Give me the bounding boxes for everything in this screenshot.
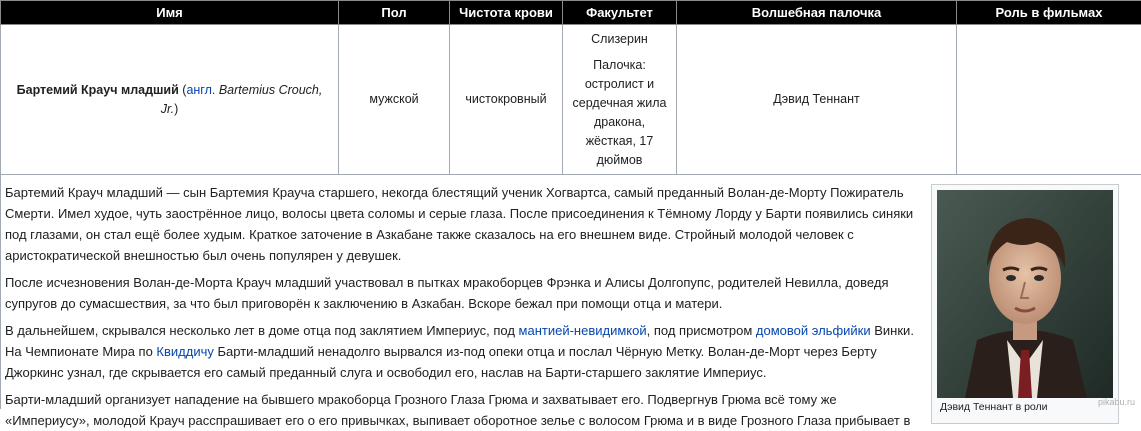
cell-wand xyxy=(677,25,957,175)
english-language-link[interactable]: англ. xyxy=(186,83,215,97)
cell-role xyxy=(957,25,1141,175)
table-row xyxy=(1,25,1141,175)
column-header-gender[interactable]: Пол xyxy=(339,1,450,25)
paragraph-3-text-c: Винки. На Чемпионате Мира по xyxy=(5,323,914,359)
invisibility-cloak-link[interactable]: мантией-невидимкой xyxy=(519,323,647,338)
character-name: Бартемий Крауч младший xyxy=(17,83,179,97)
actor-photo[interactable] xyxy=(937,190,1113,398)
cell-faculty xyxy=(563,25,677,175)
paragraph-3 xyxy=(1,320,917,383)
column-header-faculty[interactable]: Факультет xyxy=(563,1,677,25)
thumbnail-frame[interactable] xyxy=(931,184,1119,424)
cell-name xyxy=(1,25,339,175)
table-header-row xyxy=(1,1,1141,25)
actor-link[interactable]: Дэвид Теннант xyxy=(773,92,860,106)
english-name: Bartemius Crouch, Jr. xyxy=(161,83,323,116)
faculty-wand-note: Палочка: остролист и сердечная жила дракона, жёсткая, 17 дюймов xyxy=(569,56,670,170)
cell-blood: чистокровный xyxy=(450,25,563,175)
actor-portrait-image xyxy=(937,190,1113,398)
column-header-blood[interactable]: Чистота крови xyxy=(450,1,563,25)
paragraph-3-text-a: В дальнейшем, скрывался несколько лет в доме отца под заклятием Империус, под xyxy=(5,323,519,338)
quidditch-link[interactable]: Квиддичу xyxy=(156,344,213,359)
column-header-name[interactable]: Имя xyxy=(1,1,339,25)
house-elf-link[interactable]: домовой эльфийки xyxy=(756,323,871,338)
watermark: pikabu.ru xyxy=(1098,397,1135,407)
characters-table xyxy=(0,0,1141,175)
column-header-wand[interactable]: Волшебная палочка xyxy=(677,1,957,25)
paragraph-1: Бартемий Крауч младший — сын Бартемия Крауча старшего, некогда блестящий ученик Хогвартса, самый преданный Волан-де-Морту Пожиратель Смерти. Имел худое, чуть заострённое лицо, волосы цвета соломы и серые глаза. После присоединения к Тёмному Лорду у Барти появились синяки под глазами, он стал ещё более худым. Краткое заточение в Азкабане также сказалось на его внешнем виде. Стройный молодой человек с аристократической внешностью был очень популярен у девушек. xyxy=(1,174,917,266)
paragraph-4: Барти-младший организует нападение на бывшего мракоборца Грозного Глаза Грюма и захватывает его. Подвергнув Грюма всё тому же «Империусу», молодой Крауч расспрашивает его о его привычках, выпивает оборотное зелье с волосом Грюма и в виде Грозного Глаза прибывает в xyxy=(1,389,917,431)
faculty-house: Слизерин xyxy=(569,30,670,49)
paragraph-3-text-b: , под присмотром xyxy=(647,323,756,338)
paren-open: ( xyxy=(179,83,187,97)
column-header-role[interactable]: Роль в фильмах xyxy=(957,1,1141,25)
cell-gender: мужской xyxy=(339,25,450,175)
paren-close: ) xyxy=(174,102,178,116)
thumbnail-caption: Дэвид Теннант в роли xyxy=(940,401,1048,413)
paragraph-3-text-d: Барти-младший ненадолго вырвался из-под опеки отца и послал Чёрную Метку. Волан-де-Морт через Берту Джоркинс узнал, где скрывается его самый преданный слуга и освободил его, наслав на Барти-старшего заклятие Империус. xyxy=(5,344,877,380)
article-body xyxy=(0,174,1141,409)
paragraph-2: После исчезновения Волан-де-Морта Крауч младший участвовал в пытках мракоборцев Фрэнка и Алисы Долгопупс, родителей Невилла, доведя супругов до сумасшествия, за что был приговорён к заключению в Азкабан. Вскоре бежал при помощи отца и матери. xyxy=(1,272,917,314)
